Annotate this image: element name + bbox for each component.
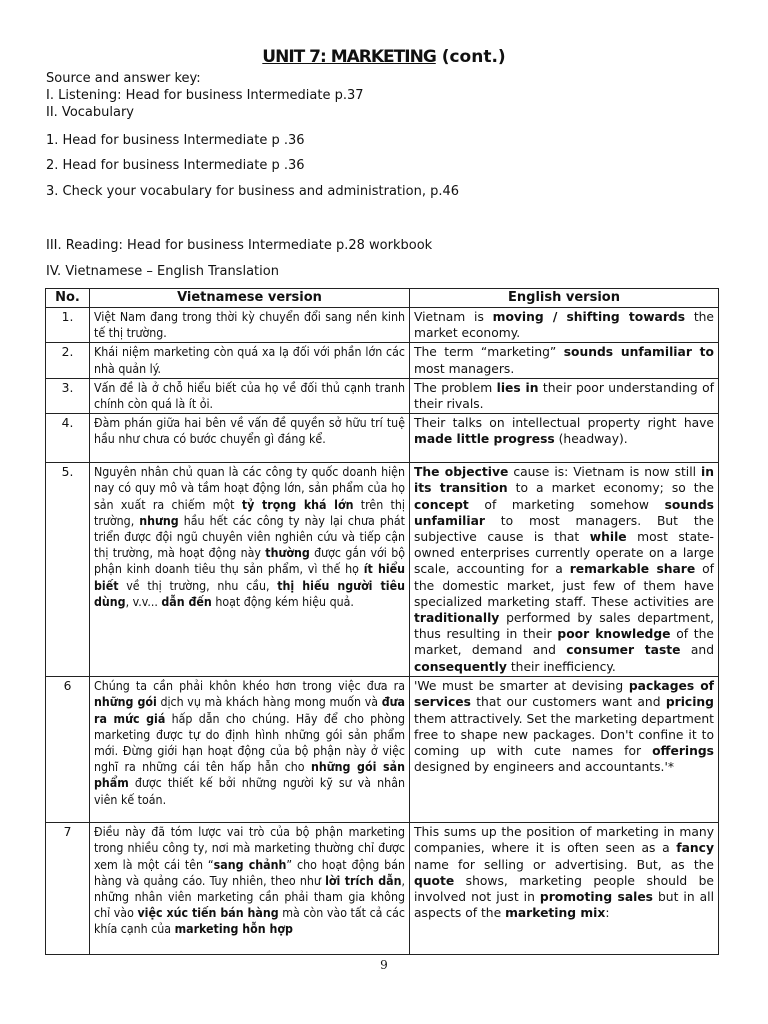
source-heading: Source and answer key: [46, 71, 201, 86]
vietnamese-cell: Vấn đề là ở chỗ hiểu biết của họ về đối thủ cạnh tranh chính còn quá là ít ỏi. [90, 378, 410, 413]
table-row [46, 343, 719, 378]
english-cell: 'We must be smarter at devising packages of services that our customers want and pricing them attractively. Set the marketing department free to shape new packages. Don't confine it to coming up with cute names for offerings designed by engineers and accountants.'* [410, 677, 719, 823]
table-row [46, 378, 719, 413]
title-cont: (cont.) [435, 47, 506, 67]
english-cell: Their talks on intellectual property right have made little progress (headway). [410, 414, 719, 463]
header-no: No. [46, 289, 90, 308]
vietnamese-cell: Việt Nam đang trong thời kỳ chuyển đổi sang nền kinh tế thị trường. [90, 308, 410, 343]
table-row [46, 823, 719, 955]
row-number: 1. [46, 308, 90, 343]
row-number: 5. [46, 463, 90, 677]
vocabulary-source-3: 3. Check your vocabulary for business and administration, p.46 [46, 184, 460, 199]
vocabulary-heading: II. Vocabulary [46, 105, 134, 120]
header-english: English version [410, 289, 719, 308]
vietnamese-cell: Đàm phán giữa hai bên về vấn đề quyền sở hữu trí tuệ hầu như chưa có bước chuyển gì đáng kể. [90, 414, 410, 463]
page-title [0, 47, 768, 67]
reading-source: III. Reading: Head for business Intermediate p.28 workbook [46, 238, 433, 253]
table-row [46, 677, 719, 823]
translation-heading: IV. Vietnamese – English Translation [46, 264, 279, 279]
english-cell: The term “marketing” sounds unfamiliar to most managers. [410, 343, 719, 378]
row-number: 7 [46, 823, 90, 955]
table-row [46, 463, 719, 677]
vocabulary-source-2: 2. Head for business Intermediate p .36 [46, 158, 305, 173]
vietnamese-cell: Nguyên nhân chủ quan là các công ty quốc doanh hiện nay có quy mô và tầm hoạt động lớn, sản phẩm của họ sản xuất ra chiếm một tỷ trọng khá lớn trên thị trường, nhưng hầu hết các công ty này lại chưa phát triển được đội ngũ chuyên viên nghiên cứu và tiếp cận thị trường, mà hoạt động này thường được gắn với bộ phận kinh doanh tiêu thụ sản phẩm, vì thế họ ít hiểu biết về thị trường, nhu cầu, thị hiếu người tiêu dùng, v.v... dẫn đến hoạt động kém hiệu quả. [90, 463, 410, 677]
english-cell: This sums up the position of marketing in many companies, where it is often seen as a fancy name for selling or advertising. But, as the quote shows, marketing people should be involved not just in promoting sales but in all aspects of the marketing mix: [410, 823, 719, 955]
table-header-row [46, 289, 719, 308]
vietnamese-cell: Chúng ta cần phải khôn khéo hơn trong việc đưa ra những gói dịch vụ mà khách hàng mong muốn và đưa ra mức giá hấp dẫn cho chúng. Hãy để cho phòng marketing được tự do định hình những gói sản phẩm mới. Đừng giới hạn hoạt động của bộ phận này ở việc nghĩ ra những cái tên hấp hẫn cho những gói sản phẩm được thiết kế bởi những người kỹ sư và nhân viên kế toán. [90, 677, 410, 823]
row-number: 3. [46, 378, 90, 413]
row-number: 4. [46, 414, 90, 463]
row-number: 2. [46, 343, 90, 378]
table-row [46, 414, 719, 463]
header-vietnamese: Vietnamese version [90, 289, 410, 308]
english-cell: The problem lies in their poor understanding of their rivals. [410, 378, 719, 413]
vietnamese-cell: Điều này đã tóm lược vai trò của bộ phận marketing trong nhiều công ty, nơi mà marketing thường chỉ được xem là một cái tên “sang chảnh” cho hoạt động bán hàng và quảng cáo. Tuy nhiên, theo như lời trích dẫn, những nhân viên marketing cần phải tham gia không chỉ vào việc xúc tiến bán hàng mà còn vào tất cả các khía cạnh của marketing hỗn hợp [90, 823, 410, 955]
english-cell: The objective cause is: Vietnam is now still in its transition to a market economy; so the concept of marketing somehow sounds unfamiliar to most managers. But the subjective cause is that while most state-owned enterprises currently operate on a large scale, accounting for a remarkable share of the domestic market, just few of them have specialized marketing staff. These activities are traditionally performed by sales department, thus resulting in their poor knowledge of the market, demand and consumer taste and consequently their inefficiency. [410, 463, 719, 677]
english-cell: Vietnam is moving / shifting towards the market economy. [410, 308, 719, 343]
listening-source: I. Listening: Head for business Intermediate p.37 [46, 88, 364, 103]
table-row [46, 308, 719, 343]
vietnamese-cell: Khái niệm marketing còn quá xa lạ đối với phần lớn các nhà quản lý. [90, 343, 410, 378]
row-number: 6 [46, 677, 90, 823]
page-number: 9 [380, 958, 388, 972]
title-main: UNIT 7: MARKETING [262, 47, 436, 67]
vocabulary-source-1: 1. Head for business Intermediate p .36 [46, 133, 305, 148]
translation-table [45, 288, 719, 955]
